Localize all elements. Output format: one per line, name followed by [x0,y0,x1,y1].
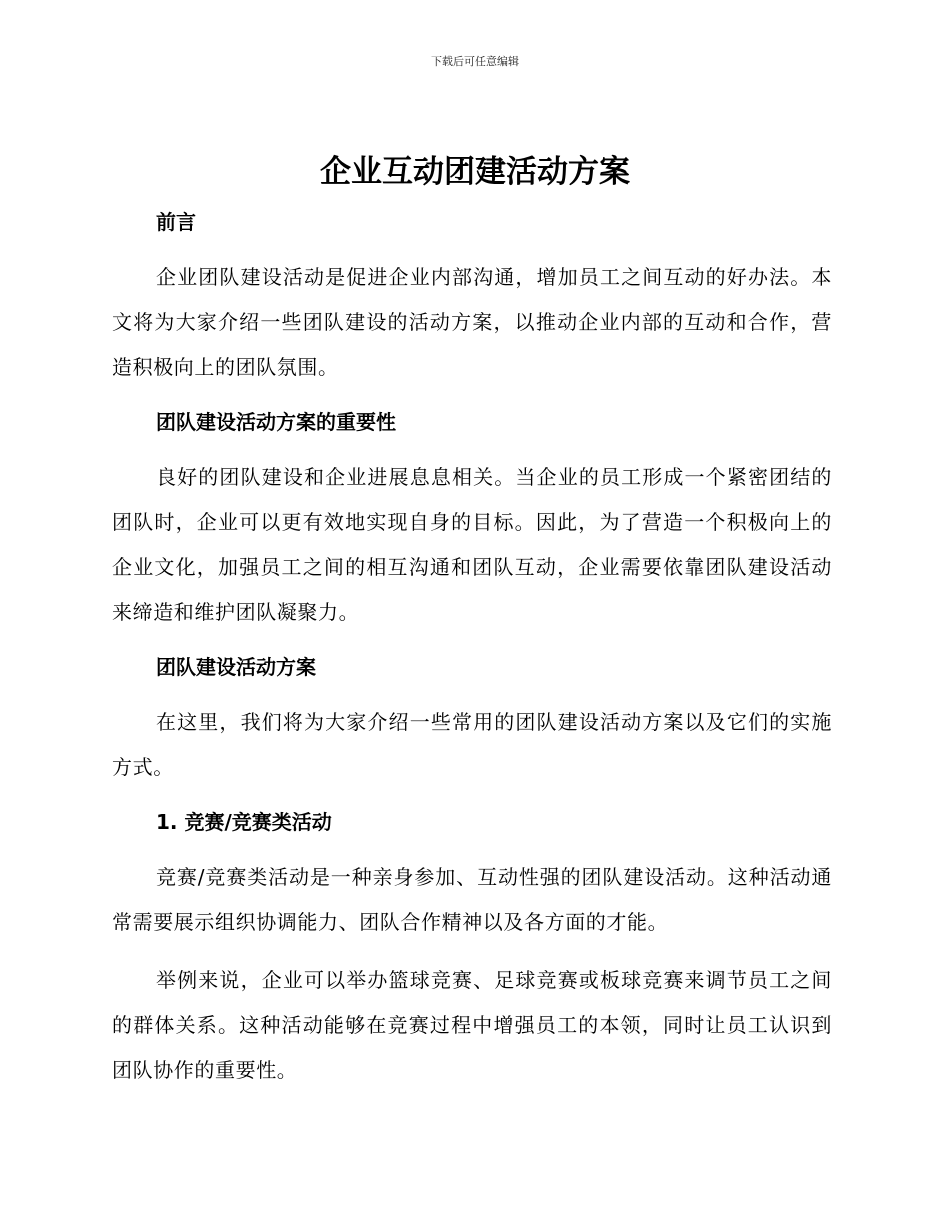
document-body [112,203,832,1093]
section-heading-plans: 团队建设活动方案 [156,655,316,679]
paragraph-plans: 在这里，我们将为大家介绍一些常用的团队建设活动方案以及它们的实施方式。 [112,710,832,779]
document-title: 企业互动团建活动方案 [320,154,630,190]
section-heading-competition: 1. 竞赛/竞赛类活动 [156,810,332,834]
paragraph-importance: 良好的团队建设和企业进展息息相关。当企业的员工形成一个紧密团结的团队时，企业可以更有效地实现自身的目标。因此，为了营造一个积极向上的企业文化，加强员工之间的相互沟通和团队互动，企业需要依靠团队建设活动来缔造和维护团队凝聚力。 [112,465,832,624]
section-heading-intro: 前言 [156,210,196,234]
section-heading-importance: 团队建设活动方案的重要性 [156,410,396,434]
page-header: 下载后可任意编辑 [431,55,519,68]
paragraph-competition-1: 竞赛/竞赛类活动是一种亲身参加、互动性强的团队建设活动。这种活动通常需要展示组织协调能力、团队合作精神以及各方面的才能。 [112,865,832,934]
paragraph-competition-2: 举例来说，企业可以举办篮球竞赛、足球竞赛或板球竞赛来调节员工之间的群体关系。这种活动能够在竞赛过程中增强员工的本领，同时让员工认识到团队协作的重要性。 [112,968,832,1082]
paragraph-intro: 企业团队建设活动是促进企业内部沟通，增加员工之间互动的好办法。本文将为大家介绍一些团队建设的活动方案，以推动企业内部的互动和合作，营造积极向上的团队氛围。 [112,265,832,379]
